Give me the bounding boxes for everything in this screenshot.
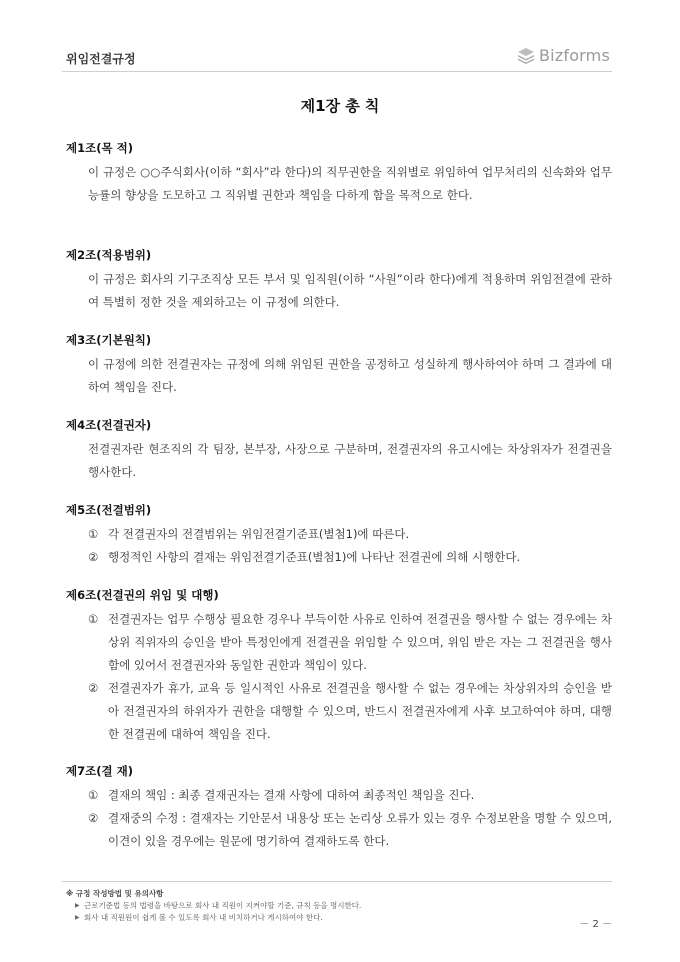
item-number: ①	[88, 612, 99, 626]
brand-logo	[517, 46, 610, 65]
article-5	[66, 501, 612, 569]
item-number: ②	[88, 550, 99, 564]
article-title: 제7조(결 재)	[66, 764, 133, 778]
article-2	[66, 246, 612, 314]
stack-layers-icon	[517, 47, 535, 65]
article-body: 전결권자란 현조직의 각 팀장, 본부장, 사장으로 구분하며, 전결권자의 유고시에는 차상위자가 전결권을 행사한다.	[88, 442, 612, 479]
article-body: 이 규정은 ○○주식회사(이하 “회사”라 한다)의 직무권한을 직위별로 위임하여 업무처리의 신속화와 업무능률의 향상을 도모하고 그 직위별 권한과 책임을 다하게 함을 목적으로 한다.	[88, 165, 612, 202]
article-title: 제1조(목 적)	[66, 141, 133, 155]
list-item	[88, 523, 612, 546]
list-item	[88, 677, 612, 746]
footer-note-text: 회사 내 직원원이 쉽게 볼 수 있도록 회사 내 비치하거나 게시하여야 한다.	[84, 913, 323, 922]
brand-name: Bizforms	[538, 46, 610, 65]
footer-note-line	[66, 900, 612, 912]
article-title: 제3조(기본원칙)	[66, 333, 152, 347]
article-body: 이 규정에 의한 전결권자는 규정에 의해 위임된 권한을 공정하고 성실하게 행사하여야 하며 그 결과에 대하여 책임을 진다.	[88, 357, 612, 394]
item-number: ②	[88, 681, 99, 695]
list-item	[88, 784, 612, 807]
item-number: ②	[88, 811, 99, 825]
article-title: 제5조(전결범위)	[66, 503, 152, 517]
item-number: ①	[88, 527, 99, 541]
item-text: 각 전결권자의 전결범위는 위임전결기준표(별첨1)에 따른다.	[108, 527, 410, 541]
article-6	[66, 586, 612, 746]
chapter-title: 제1장 총 칙	[300, 97, 380, 115]
article-4	[66, 416, 612, 484]
page-footer	[66, 887, 612, 924]
page-header	[66, 44, 612, 72]
item-text: 전결권자는 업무 수행상 필요한 경우나 부득이한 사유로 인하여 전결권을 행사할 수 없는 경우에는 차상위 직위자의 승인을 받아 특정인에게 전결권을 위임할 수 있으며, 위임 받은 자는 그 전결권을 행사함에 있어서 전결권자와 동일한 권한과 책임이 있다.	[108, 612, 612, 672]
item-text: 결재중의 수정 : 결재자는 기안문서 내용상 또는 논리상 오류가 있는 경우 수정보완을 명할 수 있으며, 이견이 있을 경우에는 원문에 명기하여 결재하도록 한다.	[108, 811, 612, 848]
item-text: 전결권자가 휴가, 교육 등 일시적인 사유로 전결권을 행사할 수 없는 경우에는 차상위자의 승인을 받아 전결권자의 하위자가 권한을 대행할 수 있으며, 반드시 전결권자에게 사후 보고하여야 하며, 대행한 전결권에 대하여 책임을 진다.	[108, 681, 612, 741]
footer-note-text: 근로기준법 등의 법령을 바탕으로 회사 내 직원이 지켜야할 기준, 규칙 등을 명시한다.	[84, 901, 362, 910]
item-text: 행정적인 사항의 결재는 위임전결기준표(별첨1)에 나타난 전결권에 의해 시행한다.	[108, 550, 521, 564]
footer-note-title: ※ 규정 작성방법 및 유의사항	[66, 889, 164, 898]
article-title: 제4조(전결권자)	[66, 418, 152, 432]
article-1	[66, 139, 612, 207]
article-body: 이 규정은 회사의 기구조직상 모든 부서 및 임직원(이하 “사원”이라 한다)에게 적용하며 위임전결에 관하여 특별히 정한 것을 제외하고는 이 규정에 의한다.	[88, 272, 612, 309]
triangle-bullet-icon: ▶	[75, 902, 80, 909]
document-name: 위임전결규정	[66, 52, 136, 66]
triangle-bullet-icon: ▶	[75, 914, 80, 921]
article-3	[66, 331, 612, 399]
header-divider	[62, 71, 612, 72]
list-item	[88, 546, 612, 569]
page-number: － 2 －	[579, 919, 612, 930]
article-title: 제2조(적용범위)	[66, 248, 152, 262]
list-item	[88, 807, 612, 853]
article-title: 제6조(전결권의 위임 및 대행)	[66, 588, 219, 602]
footer-divider	[62, 881, 612, 882]
footer-note-line	[66, 912, 612, 924]
item-text: 결재의 책임 : 최종 결재권자는 결재 사항에 대하여 최종적인 책임을 진다.	[108, 788, 475, 802]
list-item	[88, 608, 612, 677]
item-number: ①	[88, 788, 99, 802]
article-7	[66, 762, 612, 853]
